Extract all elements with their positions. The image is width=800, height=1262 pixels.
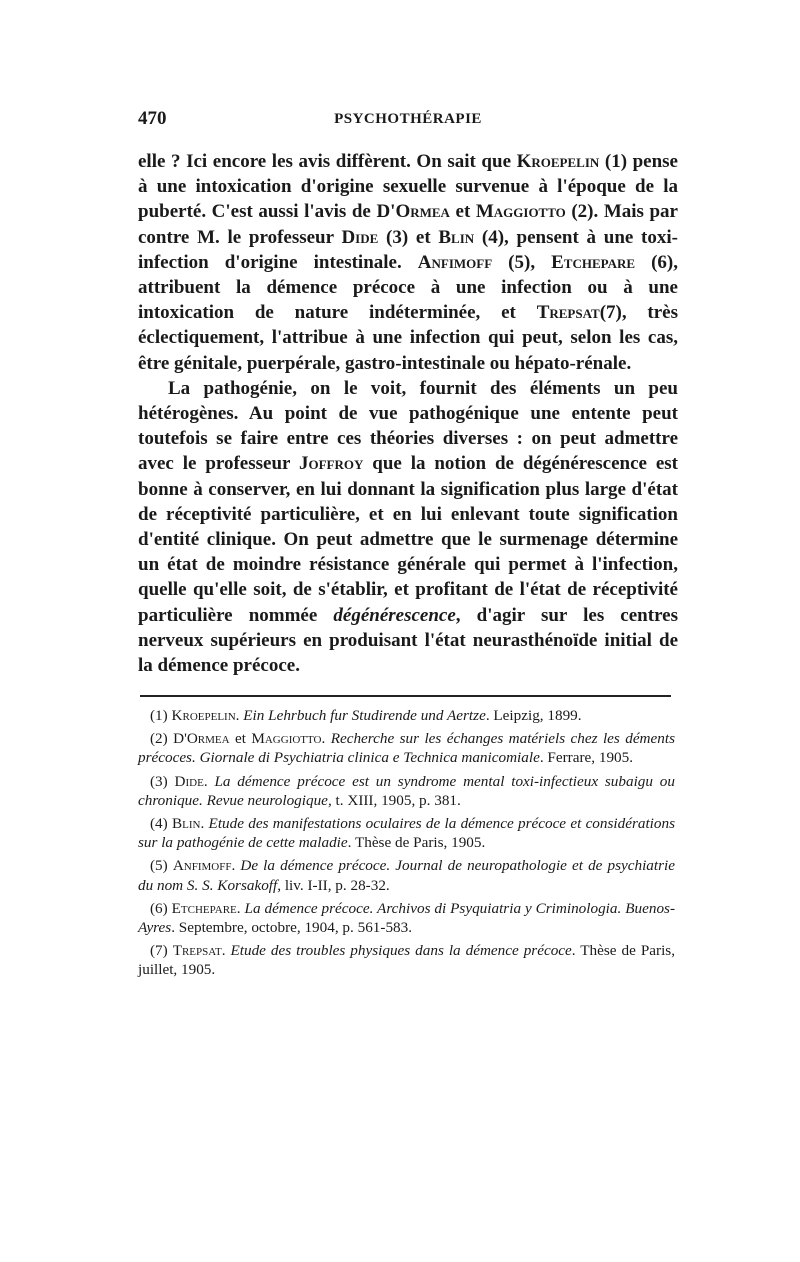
paragraph: [138, 149, 678, 376]
small-caps-name: Kroepelin: [171, 707, 236, 724]
running-head: [138, 108, 678, 134]
small-caps-name: Etchepare: [171, 899, 237, 917]
text-run: (1) pense à une intoxication d'origine sexuelle survenue à l'époque de la puberté. C'est aussi l'avis de: [138, 151, 678, 223]
text-run: .: [235, 707, 244, 724]
text-run: (4): [150, 815, 172, 833]
italic-text: Etude des troubles physiques dans la démence précoce: [230, 942, 572, 960]
small-caps-name: Blin: [172, 815, 201, 833]
text-run: (7), très éclectiquement, l'attribue à une infection qui peut, selon les cas, être génitale, puerpérale, gastro-intestinale ou hépato-rénale.: [138, 302, 678, 374]
text-run: , liv. I-II, p. 28-32.: [277, 876, 390, 894]
text-run: (3): [150, 772, 175, 790]
italic-text: La démence précoce est un syndrome mental toxi-infectieux subaigu ou chronique. Revue neurologique: [138, 772, 675, 809]
footnote: [138, 899, 675, 937]
text-run: . Thèse de Paris, juillet, 1905.: [138, 942, 675, 979]
page-number: 470: [138, 108, 167, 129]
footnote: [138, 706, 675, 725]
small-caps-name: Maggiotto: [251, 730, 322, 748]
text-run: (5): [150, 857, 173, 875]
text-run: (1): [150, 707, 172, 724]
footnotes: [138, 706, 675, 984]
text-run: (3) et: [378, 226, 439, 248]
footnote: [138, 856, 675, 894]
text-run: (7): [150, 942, 173, 960]
footnote: [138, 772, 675, 810]
footnote-divider: [140, 695, 671, 697]
small-caps-name: Maggiotto: [475, 201, 566, 223]
italic-text: Etude des manifestations oculaires de la démence précoce et considérations sur la pathogénie de cette maladie: [138, 815, 676, 852]
text-run: , t. XIII, 1905, p. 381.: [327, 791, 461, 809]
small-caps-name: Blin: [438, 226, 475, 248]
text-run: La pathogénie, on le voit, fournit des éléments un peu hétérogènes. Au point de vue pathogénique une entente peut toutefois se faire entre ces théories diverses : on peut admettre avec le professeur: [138, 377, 678, 475]
small-caps-name: D'Ormea: [173, 730, 230, 748]
small-caps-name: Anfimoff: [172, 857, 232, 875]
text-run: , d'agir sur les centres nerveux supérieurs en produisant l'état neurasthénoïde initial de la démence précoce.: [138, 604, 678, 677]
footnote: [138, 729, 675, 767]
italic-text: Ein Lehrbuch fur Studirende und Aertze: [243, 707, 486, 724]
text-run: . Leipzig, 1899.: [485, 707, 582, 724]
text-run: et: [449, 201, 476, 223]
text-run: que la notion de dégénérescence est bonne à conserver, en lui donnant la signification plus large d'état de réceptivité particulière, et en lui enlevant toute signification d'entité clinique. On peut admettre que le surmenage détermine un état de moindre résistance générale qui permet à l'infection, quelle qu'elle soit, de s'établir, et profitant de l'état de réceptivité particulière nommée: [138, 453, 679, 626]
small-caps-name: Anfimoff: [417, 251, 493, 273]
text-run: . Septembre, octobre, 1904, p. 561-583.: [171, 919, 413, 937]
text-run: .: [203, 772, 215, 790]
italic-text: dégénérescence: [333, 604, 456, 626]
text-run: .: [200, 815, 209, 833]
body-text: [138, 149, 678, 678]
text-run: .: [236, 899, 245, 917]
text-run: . Ferrare, 1905.: [539, 749, 634, 767]
footnote: [138, 941, 675, 979]
small-caps-name: Joffroy: [299, 453, 364, 475]
small-caps-name: Etchepare: [551, 251, 636, 273]
text-run: elle ? Ici encore les avis diffèrent. On sait que: [138, 151, 517, 172]
text-run: (6), attribuent la démence précoce à une infection ou à une intoxication de nature indéterminée, et: [138, 251, 679, 324]
text-run: et: [229, 730, 252, 748]
text-run: .: [231, 857, 241, 875]
footnote: [138, 814, 675, 852]
text-run: (6): [150, 899, 172, 917]
text-run: (2). Mais par contre M. le professeur: [138, 201, 678, 248]
small-caps-name: Trepsat: [172, 942, 222, 960]
small-caps-name: Dide: [341, 226, 379, 248]
text-run: .: [221, 942, 231, 960]
small-caps-name: Dide: [174, 772, 204, 790]
small-caps-name: Kroepelin: [516, 151, 600, 172]
text-run: (5),: [492, 251, 552, 273]
text-run: (2): [150, 730, 174, 748]
running-title: PSYCHOTHÉRAPIE: [334, 111, 482, 127]
italic-text: La démence précoce. Archivos di Psyquiatria y Criminologia. Buenos-Ayres: [138, 899, 675, 937]
small-caps-name: D'Ormea: [376, 201, 450, 223]
paragraph: [138, 376, 678, 678]
italic-text: De la démence précoce. Journal de neuropathologie et de psychiatrie du nom S. S. Korsakoff: [138, 857, 675, 894]
small-caps-name: Trepsat: [536, 302, 600, 324]
text-run: .: [321, 730, 331, 748]
italic-text: Recherche sur les échanges matériels chez les déments précoces. Giornale di Psychiatria clinica e Technica manicomiale: [138, 730, 675, 767]
text-run: (4), pensent à une toxi-infection d'origine intestinale.: [138, 226, 678, 273]
text-run: . Thèse de Paris, 1905.: [347, 834, 486, 852]
